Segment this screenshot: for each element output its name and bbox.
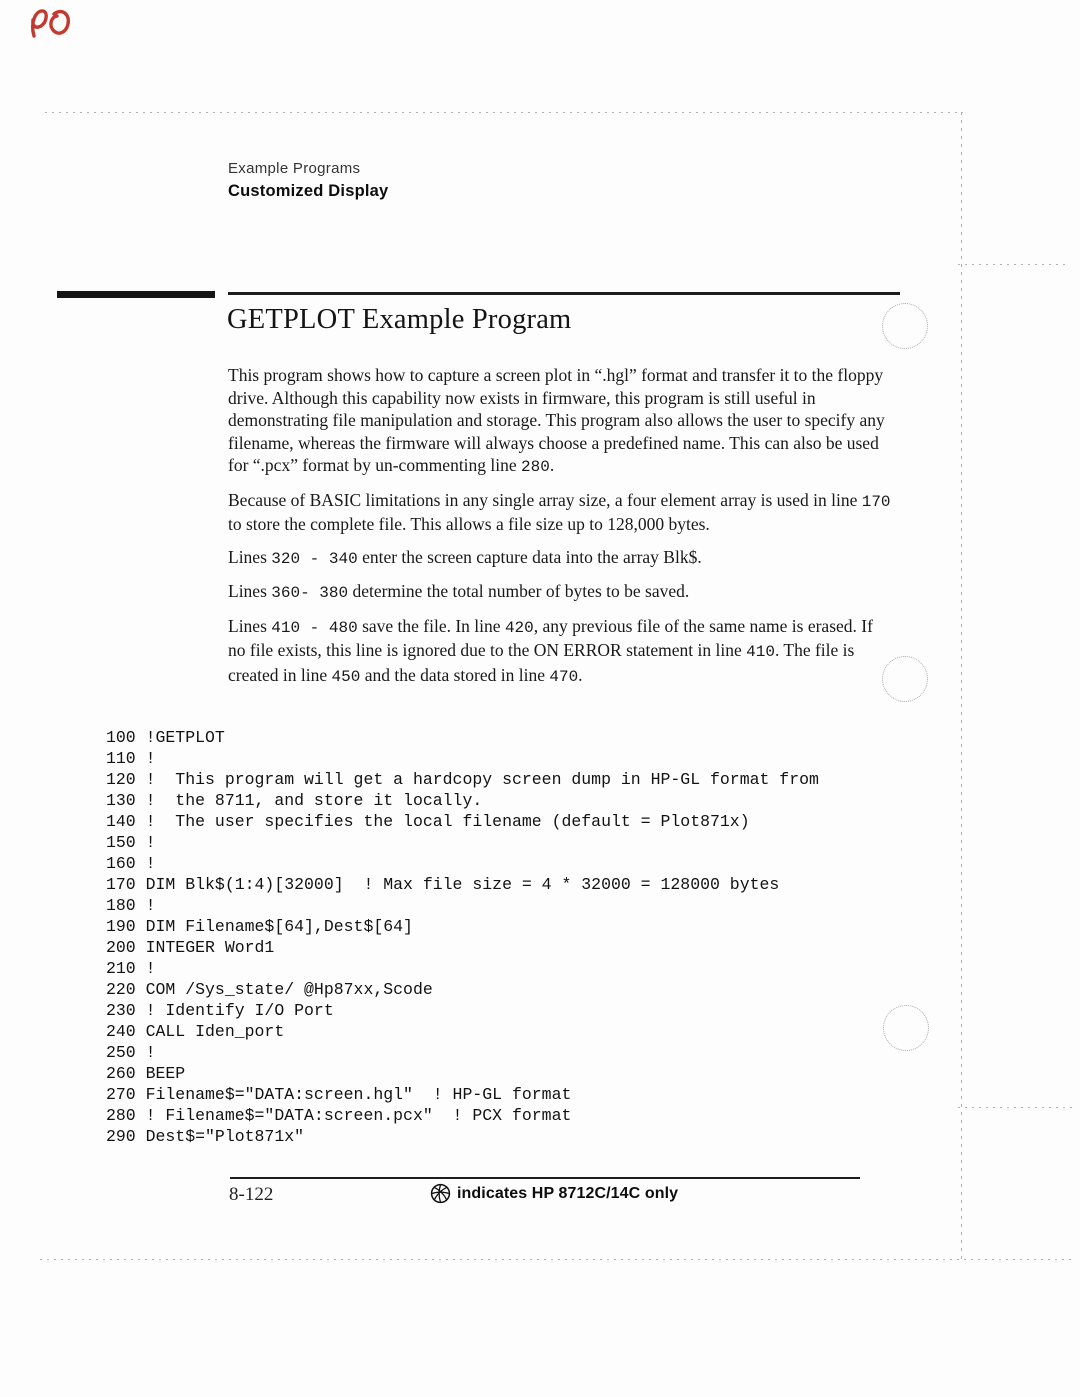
paragraph: Lines 320 - 340 enter the screen capture data into the array Blk$. [228,546,702,568]
code-line: 280 ! Filename$="DATA:screen.pcx" ! PCX format [106,1106,572,1125]
title-left-bar [57,291,215,298]
breadcrumb: Example Programs [228,160,361,177]
code-line: 290 Dest$="Plot871x" [106,1127,305,1146]
flower-asterisk-icon [430,1183,451,1204]
page-title: GETPLOT Example Program [227,304,572,335]
footer-rule [230,1177,860,1179]
page-edge-right-dotted-line [961,112,962,1260]
code-line: 180 ! [106,896,156,915]
code-line: 270 Filename$="DATA:screen.hgl" ! HP-GL format [106,1085,572,1104]
footer-note-text: indicates HP 8712C/14C only [457,1184,679,1202]
code-line: 140 ! The user specifies the local filename (default = Plot871x) [106,812,750,831]
code-line: 100 !GETPLOT [106,728,225,747]
paragraph: This program shows how to capture a screen plot in “.hgl” format and transfer it to the floppy drive. Although this capability now exists in firmware, this program is still useful in demonstrating file manipulation and storage. This program also allows the user to specify any filename, whereas the firmware will always choose a predefined name. This can also be used for “.pcx” format by un-commenting line 280. [228,365,885,476]
right-margin-dash-upper [958,264,1066,265]
red-pen-scribble [20,2,76,50]
punch-hole-circle-bottom [883,1005,929,1051]
right-margin-dash-lower [958,1107,1072,1108]
code-line: 250 ! [106,1043,156,1062]
paragraph: Lines 410 - 480 save the file. In line 420, any previous file of the same name is erased. If no file exists, this line is ignored due to the ON ERROR statement in line 410. The file is created in line 450 and the data stored in line 470. [228,615,873,686]
code-line: 130 ! the 8711, and store it locally. [106,791,483,810]
paragraph: Because of BASIC limitations in any single array size, a four element array is used in line 170 to store the complete file. This allows a file size up to 128,000 bytes. [228,489,891,534]
code-line: 110 ! [106,749,156,768]
code-line: 240 CALL Iden_port [106,1022,285,1041]
code-line: 210 ! [106,959,156,978]
code-line: 150 ! [106,833,156,852]
code-line: 220 COM /Sys_state/ @Hp87xx,Scode [106,980,433,999]
section-title: Customized Display [228,182,389,200]
code-line: 200 INTEGER Word1 [106,938,275,957]
code-line: 230 ! Identify I/O Port [106,1001,334,1020]
code-listing [106,727,819,1147]
body-text [228,364,892,698]
page-edge-bottom-dotted-line [40,1259,1072,1260]
code-line: 170 DIM Blk$(1:4)[32000] ! Max file size = 4 * 32000 = 128000 bytes [106,875,780,894]
code-line: 120 ! This program will get a hardcopy screen dump in HP-GL format from [106,770,819,789]
punch-hole-circle-top [882,303,928,349]
title-rule [228,292,900,295]
running-header [228,160,388,201]
page-edge-top-dotted-line [45,112,963,113]
code-line: 260 BEEP [106,1064,186,1083]
code-line: 190 DIM Filename$[64],Dest$[64] [106,917,413,936]
page-number: 8-122 [229,1184,274,1205]
footer-note [430,1183,678,1204]
code-line: 160 ! [106,854,156,873]
paragraph: Lines 360- 380 determine the total number of bytes to be saved. [228,581,690,602]
